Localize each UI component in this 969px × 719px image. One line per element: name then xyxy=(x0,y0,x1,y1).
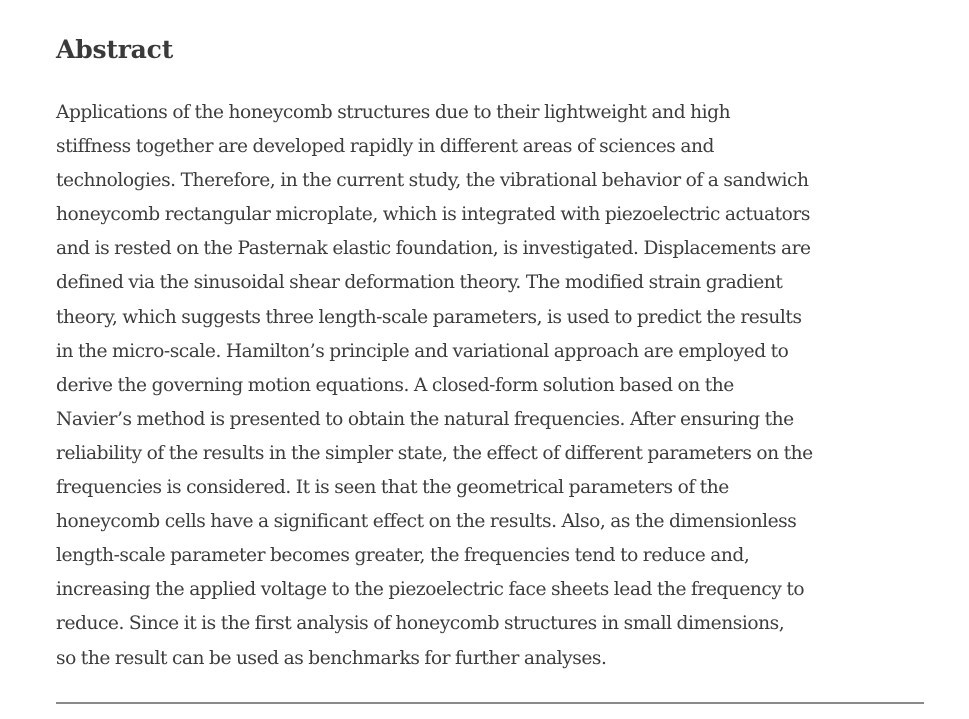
abstract-heading: Abstract xyxy=(56,35,174,64)
abstract-body xyxy=(56,96,928,676)
abstract-line: derive the governing motion equations. A closed-form solution based on the xyxy=(56,374,734,396)
abstract-line: honeycomb cells have a significant effect on the results. Also, as the dimensionless xyxy=(56,511,797,533)
abstract-line: theory, which suggests three length-scale parameters, is used to predict the results xyxy=(56,306,802,328)
abstract-section xyxy=(56,30,926,669)
abstract-line: frequencies is considered. It is seen that the geometrical parameters of the xyxy=(56,477,729,499)
abstract-line: reliability of the results in the simpler state, the effect of different parameters on the xyxy=(56,442,813,464)
abstract-line: technologies. Therefore, in the current study, the vibrational behavior of a sandwich xyxy=(56,170,809,192)
abstract-line: in the micro-scale. Hamilton’s principle and variational approach are employed to xyxy=(56,340,789,362)
abstract-line: and is rested on the Pasternak elastic foundation, is investigated. Displacements are xyxy=(56,238,811,260)
abstract-line: Navier’s method is presented to obtain the natural frequencies. After ensuring the xyxy=(56,408,794,430)
abstract-line: reduce. Since it is the first analysis of honeycomb structures in small dimensions, xyxy=(56,613,785,635)
abstract-line: honeycomb rectangular microplate, which is integrated with piezoelectric actuators xyxy=(56,204,810,226)
abstract-line: Applications of the honeycomb structures due to their lightweight and high xyxy=(56,102,731,123)
abstract-line: stiffness together are developed rapidly in different areas of sciences and xyxy=(56,136,714,158)
abstract-line: increasing the applied voltage to the piezoelectric face sheets lead the frequency to xyxy=(56,579,805,601)
abstract-line: defined via the sinusoidal shear deformation theory. The modified strain gradient xyxy=(56,272,783,294)
abstract-line: so the result can be used as benchmarks for further analyses. xyxy=(56,647,607,669)
abstract-line: length-scale parameter becomes greater, the frequencies tend to reduce and, xyxy=(56,545,750,567)
section-divider xyxy=(56,702,924,704)
